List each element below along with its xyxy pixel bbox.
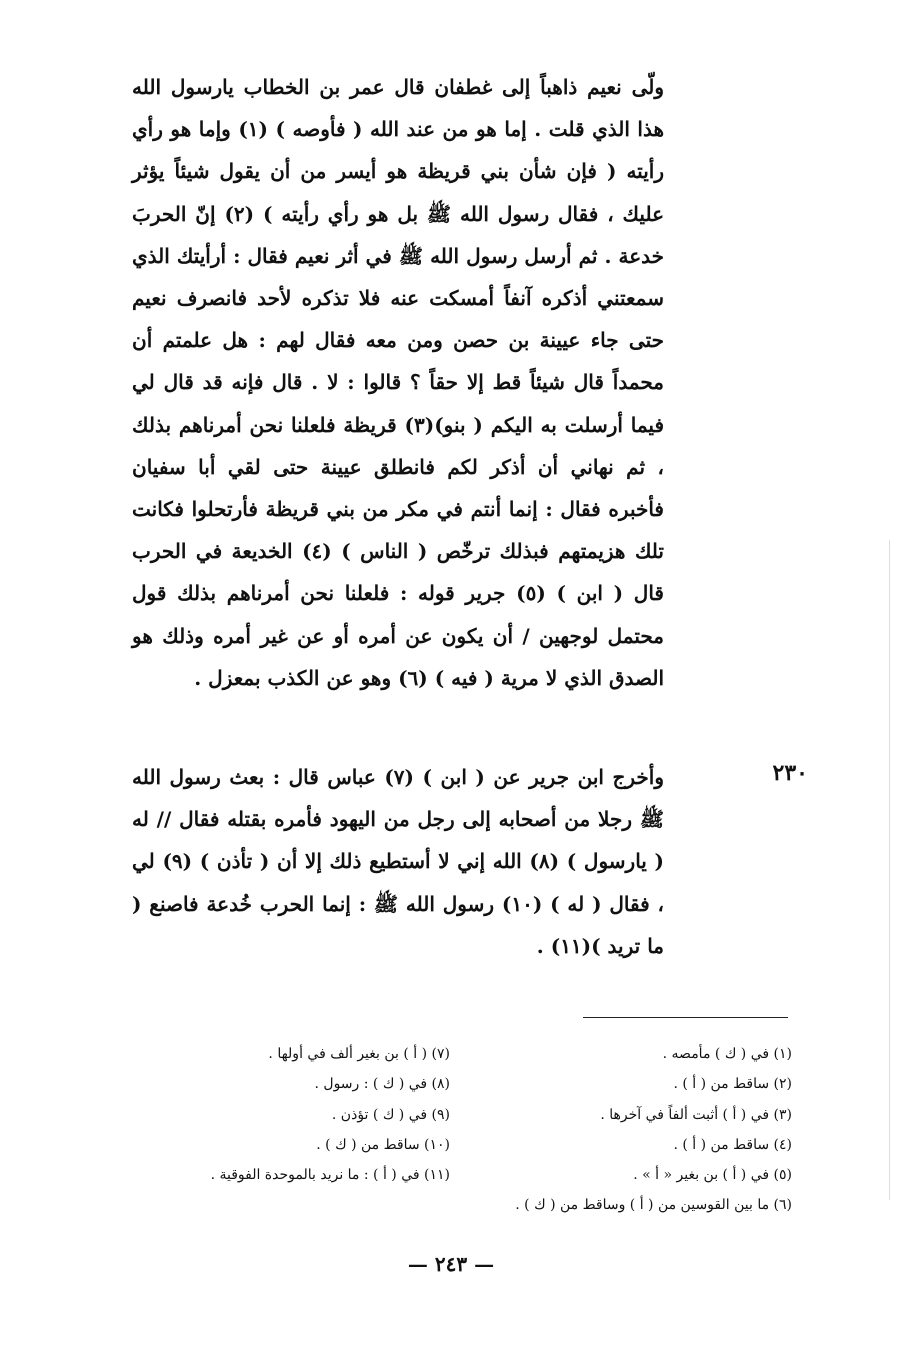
page-edge-line bbox=[889, 540, 890, 1200]
footnote: (١) في ( ك ) مأمصه . bbox=[662, 1046, 792, 1062]
page-number: — ٢٤٣ — bbox=[407, 1252, 495, 1276]
paragraph-2: وأخرج ابن جرير عن ( ابن ) (٧) عباس قال : بعث رسول الله ﷺ رجلا من أصحابه إلى رجل من اليهود فأمره بقتله فقال // له ( يارسول ) (٨) الله إني لا أستطيع ذلك إلا أن ( تأذن ) (٩) لي ، فقال ( له ) (١٠) رسول الله ﷺ : إنما الحرب خُدعة فاصنع ( ما تريد )(١١) . bbox=[132, 765, 664, 958]
footnote: (٧) ( أ ) بن بغير ألف في أولها . bbox=[268, 1046, 450, 1062]
paragraph-number: ٢٣٠ bbox=[772, 760, 808, 786]
footnote: (٨) في ( ك ) : رسول . bbox=[314, 1076, 450, 1093]
footnote: (١٠) ساقط من ( ك ) . bbox=[316, 1136, 450, 1153]
footnote: (٦) ما بين القوسين من ( أ ) وساقط من ( ك ) . bbox=[515, 1197, 792, 1214]
footnote: (٥) في ( أ ) بن بغير « أ » . bbox=[633, 1167, 792, 1184]
footnote: (٤) ساقط من ( أ ) . bbox=[673, 1136, 792, 1153]
footnotes-left-column bbox=[120, 1039, 450, 1190]
footnote: (٣) في ( أ ) أثبت ألفاً في آخرها . bbox=[600, 1106, 792, 1123]
footnotes-right-column bbox=[462, 1039, 792, 1221]
footnote-separator bbox=[583, 1017, 788, 1018]
footnote: (٢) ساقط من ( أ ) . bbox=[673, 1076, 792, 1093]
footnote: (١١) في ( أ ) : ما نريد بالموحدة الفوقية . bbox=[210, 1167, 450, 1184]
footnote: (٩) في ( ك ) تؤذن . bbox=[331, 1106, 450, 1123]
paragraph-1: ولّى نعيم ذاهباً إلى غطفان قال عمر بن الخطاب يارسول الله هذا الذي قلت . إما هو من عند الله ( فأوصه ) (١) وإما هو رأي رأيته ( فإن شأن بني قريظة هو أيسر من أن يقول شيئاً يؤثر عليك ، فقال رسول الله ﷺ بل هو رأي رأيته ) (٢) إنّ الحربَ خدعة . ثم أرسل رسول الله ﷺ في أثر نعيم فقال : أرأيتك الذي سمعتني أذكره آنفاً أمسكت عنه فلا تذكره لأحد فانصرف نعيم حتى جاء عيينة بن حصن ومن معه فقال لهم : هل علمتم أن محمداً قال شيئاً قط إلا حقاً ؟ قالوا : لا . قال فإنه قد قال لي فيما أرسلت به اليكم ( بنو)(٣) قريظة فلعلنا نحن أمرناهم بذلك ، ثم نهاني أن أذكر لكم فانطلق عيينة حتى لقي أبا سفيان فأخبره فقال : إنما أنتم في مكر من بني قريظة فأرتحلوا فكانت تلك هزيمتهم فبذلك ترخّص ( الناس ) (٤) الخديعة في الحرب قال ( ابن ) (٥) جرير قوله : فلعلنا نحن أمرناهم بذلك قول محتمل لوجهين / أن يكون عن أمره أو عن غير أمره وذلك هو الصدق الذي لا مرية ( فيه ) (٦) وهو عن الكذب بمعزل . bbox=[132, 75, 665, 690]
